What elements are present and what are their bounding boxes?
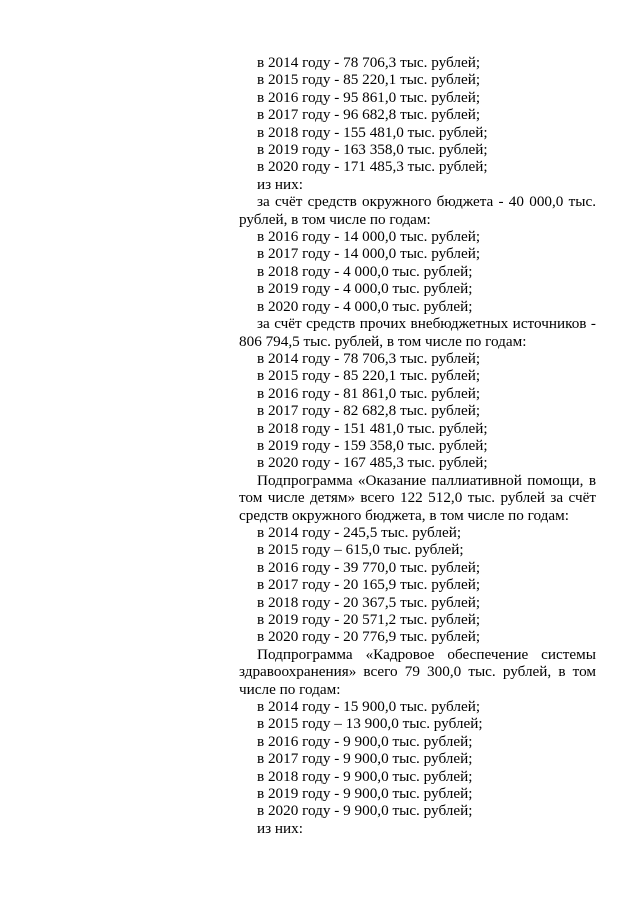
palliative-line-2020: в 2020 году - 20 776,9 тыс. рублей;: [257, 628, 481, 646]
funding-line-2016: в 2016 году - 95 861,0 тыс. рублей;: [257, 88, 481, 106]
funding-line-2015: в 2015 году - 85 220,1 тыс. рублей;: [257, 71, 481, 89]
of-which-label: из них:: [257, 175, 303, 193]
palliative-line-2016: в 2016 году - 39 770,0 тыс. рублей;: [257, 558, 481, 576]
palliative-line-2019: в 2019 году - 20 571,2 тыс. рублей;: [257, 611, 481, 628]
palliative-line-2014: в 2014 году - 245,5 тыс. рублей;: [257, 523, 462, 541]
document-body: [239, 54, 596, 837]
funding-line-2017: в 2017 году - 96 682,8 тыс. рублей;: [257, 106, 481, 124]
district-line-2019: в 2019 году - 4 000,0 тыс. рублей;: [257, 280, 473, 298]
staffing-line-2015: в 2015 году – 13 900,0 тыс. рублей;: [257, 715, 483, 733]
staffing-line-2018: в 2018 году - 9 900,0 тыс. рублей;: [257, 767, 473, 785]
palliative-subprogram-paragraph: Подпрограмма «Оказание паллиативной помощи, в том числе детям» всего 122 512,0 тыс. рублей за счёт средств окружного бюджета, в том числе по годам:: [239, 471, 596, 524]
funding-line-2018: в 2018 году - 155 481,0 тыс. рублей;: [257, 123, 488, 141]
district-line-2020: в 2020 году - 4 000,0 тыс. рублей;: [257, 297, 473, 315]
palliative-line-2015: в 2015 году – 615,0 тыс. рублей;: [257, 541, 464, 559]
funding-line-2014: в 2014 году - 78 706,3 тыс. рублей;: [257, 54, 481, 71]
district-line-2018: в 2018 году - 4 000,0 тыс. рублей;: [257, 262, 473, 280]
extrabudgetary-line-2019: в 2019 году - 159 358,0 тыс. рублей;: [257, 436, 488, 454]
staffing-line-2017: в 2017 году - 9 900,0 тыс. рублей;: [257, 750, 473, 768]
staffing-line-2020: в 2020 году - 9 900,0 тыс. рублей;: [257, 802, 473, 820]
extrabudgetary-line-2014: в 2014 году - 78 706,3 тыс. рублей;: [257, 349, 481, 367]
extrabudgetary-line-2017: в 2017 году - 82 682,8 тыс. рублей;: [257, 402, 481, 420]
funding-line-2020: в 2020 году - 171 485,3 тыс. рублей;: [257, 158, 488, 176]
staffing-line-2014: в 2014 году - 15 900,0 тыс. рублей;: [257, 698, 481, 716]
palliative-line-2017: в 2017 году - 20 165,9 тыс. рублей;: [257, 576, 481, 594]
extrabudgetary-paragraph: за счёт средств прочих внебюджетных источников - 806 794,5 тыс. рублей, в том числе по годам:: [239, 315, 596, 350]
staffing-line-2019: в 2019 году - 9 900,0 тыс. рублей;: [257, 785, 473, 803]
funding-line-2019: в 2019 году - 163 358,0 тыс. рублей;: [257, 141, 488, 159]
extrabudgetary-line-2018: в 2018 году - 151 481,0 тыс. рублей;: [257, 419, 488, 437]
district-line-2016: в 2016 году - 14 000,0 тыс. рублей;: [257, 228, 481, 246]
extrabudgetary-line-2015: в 2015 году - 85 220,1 тыс. рублей;: [257, 367, 481, 385]
of-which-label-2: из них:: [257, 819, 303, 837]
staffing-subprogram-paragraph: Подпрограмма «Кадровое обеспечение системы здравоохранения» всего 79 300,0 тыс. рублей, в том числе по годам:: [239, 645, 596, 698]
extrabudgetary-line-2016: в 2016 году - 81 861,0 тыс. рублей;: [257, 384, 481, 402]
extrabudgetary-line-2020: в 2020 году - 167 485,3 тыс. рублей;: [257, 454, 488, 472]
district-line-2017: в 2017 году - 14 000,0 тыс. рублей;: [257, 245, 481, 263]
district-budget-paragraph: за счёт средств окружного бюджета - 40 000,0 тыс. рублей, в том числе по годам:: [239, 193, 596, 228]
staffing-line-2016: в 2016 году - 9 900,0 тыс. рублей;: [257, 732, 473, 750]
palliative-line-2018: в 2018 году - 20 367,5 тыс. рублей;: [257, 593, 481, 611]
